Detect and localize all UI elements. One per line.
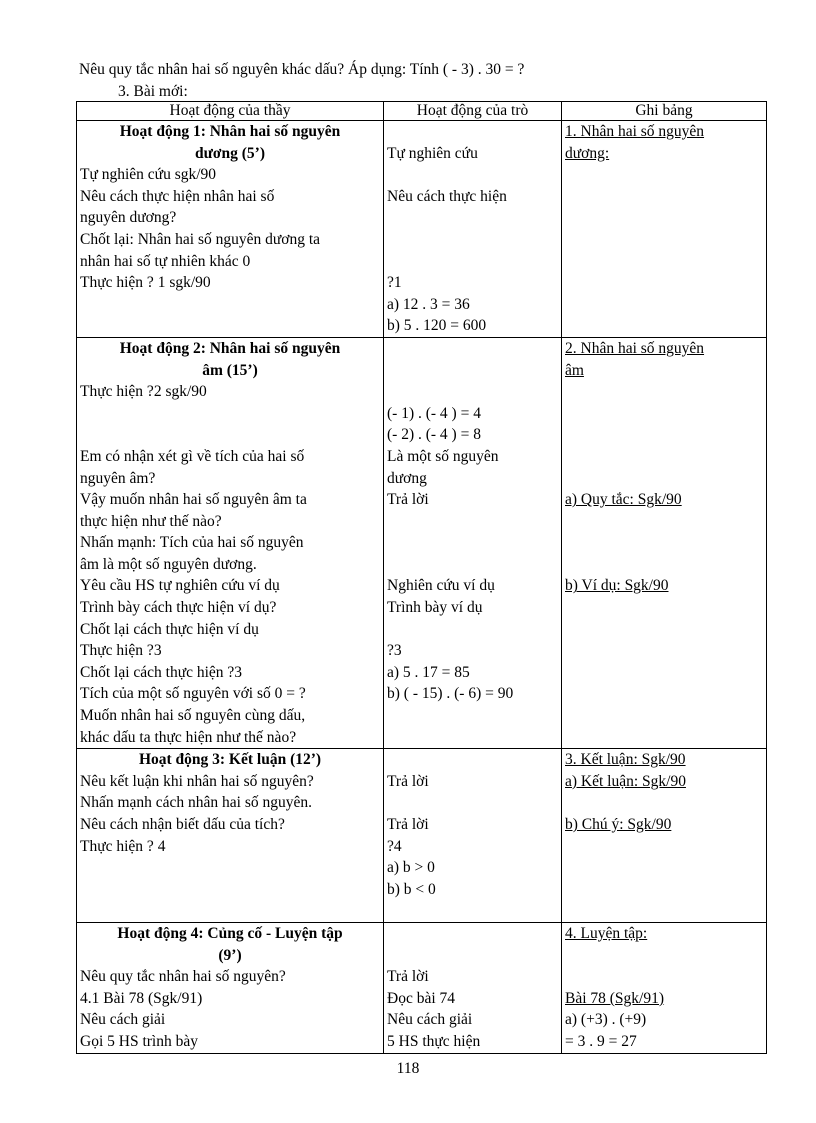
teacher-line — [80, 879, 380, 901]
teacher-line: Trình bày cách thực hiện ví dụ? — [80, 599, 277, 617]
student-line: (- 1) . (- 4 ) = 4 — [387, 404, 481, 422]
teacher-line — [80, 294, 380, 316]
teacher-line: Nêu cách thực hiện nhân hai số — [80, 187, 275, 205]
student-line: Đọc bài 74 — [387, 989, 456, 1007]
student-line — [387, 338, 558, 360]
board-line: 2. Nhân hai số nguyên — [565, 339, 705, 357]
student-line: Trả lời — [387, 772, 429, 790]
board-line — [565, 424, 763, 446]
student-cell — [384, 922, 562, 1053]
teacher-line: 4.1 Bài 78 (Sgk/91) — [80, 989, 203, 1007]
student-line: Trả lời — [387, 968, 429, 986]
student-line: b) 5 . 120 = 600 — [387, 317, 487, 335]
student-line: a) 12 . 3 = 36 — [387, 295, 470, 313]
teacher-line — [80, 424, 380, 446]
student-line — [387, 229, 558, 251]
teacher-cell — [77, 121, 384, 338]
student-cell — [384, 121, 562, 338]
board-line: 1. Nhân hai số nguyên — [565, 123, 705, 140]
student-line: Là một số nguyên — [387, 447, 499, 465]
student-line: a) b > 0 — [387, 859, 435, 877]
section-title: 3. Bài mới: — [118, 83, 188, 100]
teacher-line: Nêu quy tắc nhân hai số nguyên? — [80, 968, 286, 986]
board-cell — [562, 749, 767, 923]
teacher-line: Tích của một số nguyên với số 0 = ? — [80, 685, 306, 703]
teacher-line: Nêu kết luận khi nhân hai số nguyên? — [80, 772, 314, 790]
board-line: a) Quy tắc: Sgk/90 — [565, 491, 682, 509]
board-line: 3. Kết luận: Sgk/90 — [565, 751, 686, 769]
board-line: = 3 . 9 = 27 — [565, 1032, 637, 1050]
teacher-line: âm là một số nguyên dương. — [80, 555, 257, 573]
teacher-line: Muốn nhân hai số nguyên cùng dấu, — [80, 707, 306, 725]
student-line: Nghiên cứu ví dụ — [387, 577, 495, 595]
board-line — [565, 468, 763, 490]
intro-question: Nêu quy tắc nhân hai số nguyên khác dấu? Áp dụng: Tính ( - 3) . 30 = ? — [79, 61, 525, 78]
board-line: dương: — [565, 144, 610, 162]
board-line — [565, 532, 763, 554]
teacher-line: Tự nghiên cứu sgk/90 — [80, 166, 217, 184]
student-line — [387, 727, 558, 749]
board-line — [565, 945, 763, 967]
board-line — [565, 554, 763, 576]
table-row — [77, 121, 767, 338]
student-line: b) b < 0 — [387, 880, 436, 898]
teacher-line: Nêu cách nhận biết dấu của tích? — [80, 816, 285, 833]
table-row — [77, 922, 767, 1053]
student-line: (- 2) . (- 4 ) = 8 — [387, 426, 481, 444]
board-line — [565, 511, 763, 533]
table-header-row — [77, 102, 767, 121]
teacher-line: Thực hiện ? 1 sgk/90 — [80, 274, 211, 292]
board-cell — [562, 922, 767, 1053]
table-row — [77, 749, 767, 923]
board-line — [565, 381, 763, 403]
teacher-line: Thực hiện ? 4 — [80, 837, 166, 855]
student-line: 5 HS thực hiện — [387, 1032, 481, 1050]
student-line — [387, 900, 558, 922]
board-line: b) Chú ý: Sgk/90 — [565, 816, 672, 833]
board-line: 4. Luyện tập: — [565, 924, 648, 942]
student-line: ?1 — [387, 274, 402, 292]
student-line — [387, 749, 558, 771]
board-line: Bài 78 (Sgk/91) — [565, 989, 665, 1007]
teacher-cell — [77, 922, 384, 1053]
student-line: ?4 — [387, 837, 402, 855]
teacher-line: Chốt lại cách thực hiện ví dụ — [80, 620, 259, 638]
student-line — [387, 923, 558, 945]
student-line — [387, 619, 558, 641]
teacher-line: Em có nhận xét gì về tích của hai số — [80, 447, 305, 465]
student-cell — [384, 749, 562, 923]
board-line — [565, 792, 763, 814]
student-line — [387, 792, 558, 814]
board-cell — [562, 337, 767, 748]
student-line — [387, 705, 558, 727]
student-line — [387, 207, 558, 229]
teacher-line: Hoạt động 4: Củng cố - Luyện tập — [117, 924, 343, 942]
page-number: 118 — [396, 1060, 420, 1077]
teacher-line: nguyên dương? — [80, 209, 177, 227]
header-teacher: Hoạt động của thầy — [77, 102, 384, 121]
teacher-line: Thực hiện ?3 — [80, 642, 162, 660]
lesson-table — [76, 101, 767, 1054]
teacher-line: Chốt lại: Nhân hai số nguyên dương ta — [80, 230, 321, 248]
board-line: a) Kết luận: Sgk/90 — [565, 772, 686, 790]
table-row — [77, 337, 767, 748]
board-line: a) (+3) . (+9) — [565, 1011, 647, 1029]
student-line: Trả lời — [387, 491, 429, 509]
teacher-line: Hoạt động 1: Nhân hai số nguyên — [119, 123, 341, 140]
teacher-line — [80, 403, 380, 425]
header-board: Ghi bảng — [562, 102, 767, 121]
header-student: Hoạt động của trò — [384, 102, 562, 121]
student-line: ?3 — [387, 642, 402, 660]
teacher-cell — [77, 337, 384, 748]
teacher-line: Thực hiện ?2 sgk/90 — [80, 383, 207, 401]
student-line: a) 5 . 17 = 85 — [387, 663, 470, 681]
teacher-line: Chốt lại cách thực hiện ?3 — [80, 663, 243, 681]
teacher-line — [80, 315, 380, 337]
board-line — [565, 446, 763, 468]
teacher-line: Gọi 5 HS trình bày — [80, 1032, 198, 1050]
teacher-line: Hoạt động 3: Kết luận (12’) — [138, 751, 322, 769]
student-line — [387, 121, 558, 143]
teacher-line: Nhấn mạnh: Tích của hai số nguyên — [80, 534, 304, 552]
teacher-line: dương (5’) — [195, 144, 265, 162]
student-line: dương — [387, 469, 427, 487]
board-line — [565, 966, 763, 988]
student-line: Nêu cách thực hiện — [387, 187, 507, 205]
teacher-line: Nêu cách giải — [80, 1011, 166, 1029]
student-line: Nêu cách giải — [387, 1011, 473, 1029]
student-line — [387, 554, 558, 576]
teacher-line — [80, 900, 380, 922]
teacher-line: Yêu cầu HS tự nghiên cứu ví dụ — [80, 577, 280, 595]
teacher-line: Vậy muốn nhân hai số nguyên âm ta — [80, 491, 307, 509]
teacher-cell — [77, 749, 384, 923]
student-cell — [384, 337, 562, 748]
teacher-line — [80, 857, 380, 879]
student-line — [387, 511, 558, 533]
student-line — [387, 164, 558, 186]
board-line: âm — [565, 361, 584, 379]
student-line — [387, 381, 558, 403]
student-line: Tự nghiên cứu — [387, 144, 478, 162]
student-line: b) ( - 15) . (- 6) = 90 — [387, 685, 514, 703]
board-cell — [562, 121, 767, 338]
teacher-line: thực hiện như thế nào? — [80, 512, 222, 530]
teacher-line: (9’) — [218, 946, 242, 964]
student-line: Trình bày ví dụ — [387, 599, 483, 617]
student-line — [387, 360, 558, 382]
student-line: Trả lời — [387, 816, 429, 833]
student-line — [387, 532, 558, 554]
teacher-line: nhân hai số tự nhiên khác 0 — [80, 252, 251, 270]
student-line — [387, 251, 558, 273]
board-line — [565, 403, 763, 425]
student-line — [387, 945, 558, 967]
teacher-line: Hoạt động 2: Nhân hai số nguyên — [119, 339, 341, 357]
teacher-line: nguyên âm? — [80, 469, 156, 487]
teacher-line: âm (15’) — [202, 361, 258, 379]
teacher-line: khác dấu ta thực hiện như thế nào? — [80, 728, 297, 746]
teacher-line: Nhấn mạnh cách nhân hai số nguyên. — [80, 794, 313, 812]
board-line: b) Ví dụ: Sgk/90 — [565, 577, 669, 595]
